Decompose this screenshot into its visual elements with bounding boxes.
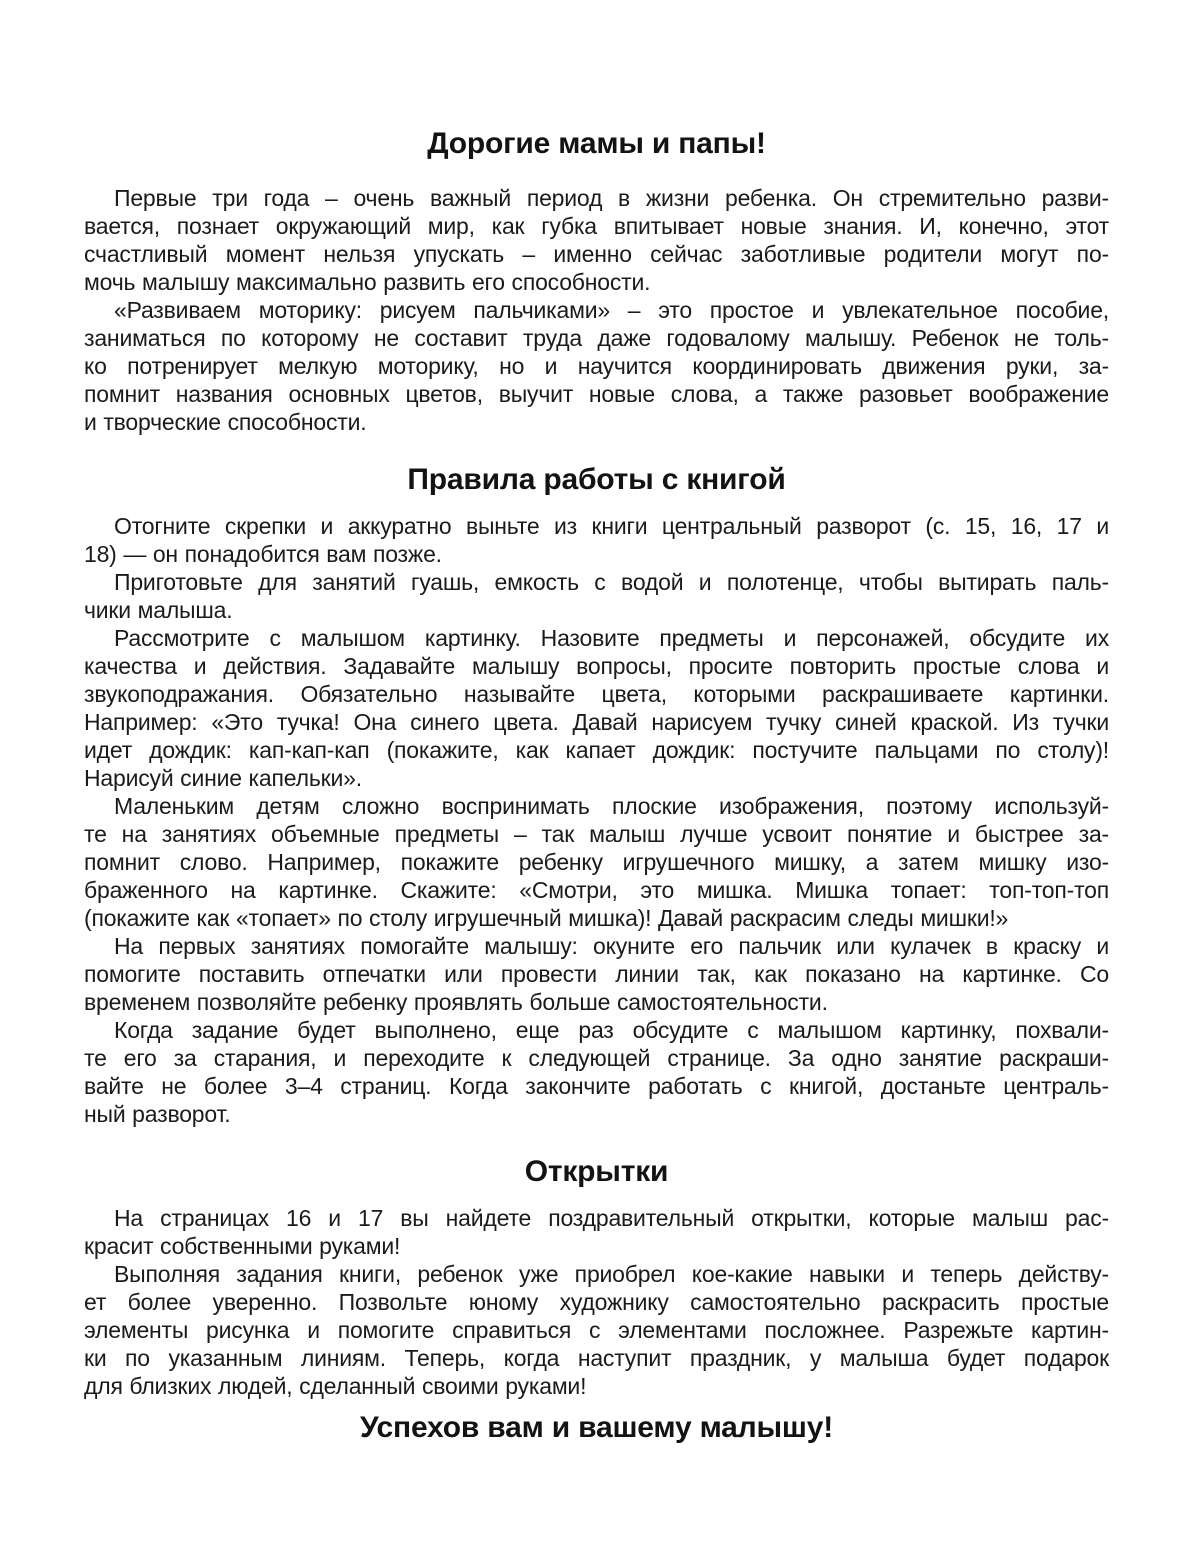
paragraph (84, 792, 1109, 932)
text-line: 18) — он понадобится вам позже. (84, 541, 442, 567)
text-line: Рассмотрите с малышом картинку. Назовите предметы и персонажей, обсудите их (114, 625, 1109, 651)
text-line: помогите поставить отпечатки или провести линии так, как показано на картинке. Со (84, 961, 1109, 987)
section-heading-postcards: Открытки (524, 1155, 669, 1188)
paragraph (84, 568, 1109, 624)
text-line: (покажите как «топает» по столу игрушечный мишка)! Давай раскрасим следы мишки!» (84, 905, 1009, 931)
text-line: мочь малышу максимально развить его способности. (84, 269, 651, 295)
text-line: те на занятиях объемные предметы – так малыш лучше усвоит понятие и быстрее за- (84, 821, 1109, 847)
text-line: помнит названия основных цветов, выучит новые слова, а также разовьет воображение (84, 381, 1109, 407)
text-line: те его за старания, и переходите к следующей странице. За одно занятие раскраши- (84, 1045, 1109, 1071)
text-line: вается, познает окружающий мир, как губка впитывает новые знания. И, конечно, этот (84, 213, 1109, 239)
text-line: для близких людей, сделанный своими руками! (84, 1373, 587, 1399)
text-line: красит собственными руками! (84, 1233, 401, 1259)
text-line: вайте не более 3–4 страниц. Когда закончите работать с книгой, достаньте централь- (84, 1073, 1109, 1099)
text-line: заниматься по которому не составит труда даже годовалому малышу. Ребенок не толь- (84, 325, 1109, 351)
text-line: браженного на картинке. Скажите: «Смотри, это мишка. Мишка топает: топ-топ-топ (84, 877, 1109, 903)
text-line: Выполняя задания книги, ребенок уже приобрел кое-какие навыки и теперь действу- (114, 1261, 1109, 1287)
text-line: ный разворот. (84, 1101, 231, 1127)
paragraph (84, 932, 1109, 1016)
text-line: Когда задание будет выполнено, еще раз обсудите с малышом картинку, похвали- (114, 1017, 1109, 1043)
text-line: Отогните скрепки и аккуратно выньте из книги центральный разворот (с. 15, 16, 17 и (114, 513, 1109, 539)
section-heading-rules: Правила работы с книгой (407, 463, 786, 496)
text-line: ки по указанным линиям. Теперь, когда наступит праздник, у малыша будет подарок (84, 1345, 1109, 1371)
paragraph (84, 512, 1109, 568)
text-line: чики малыша. (84, 597, 233, 623)
paragraph (84, 296, 1109, 436)
text-line: На страницах 16 и 17 вы найдете поздравительный открытки, которые малыш рас- (114, 1205, 1109, 1231)
text-line: На первых занятиях помогайте малышу: окуните его пальчик или кулачек в краску и (114, 933, 1109, 959)
section-rules (84, 512, 1109, 1128)
text-line: Нарисуй синие капельки». (84, 765, 362, 791)
paragraph (84, 1016, 1109, 1128)
text-line: Маленьким детям сложно воспринимать плоские изображения, поэтому используй- (114, 793, 1109, 819)
closing-heading: Успехов вам и вашему малышу! (359, 1411, 834, 1444)
section-intro (84, 184, 1109, 436)
text-line: Первые три года – очень важный период в жизни ребенка. Он стремительно разви- (114, 185, 1109, 211)
text-line: ко потренирует мелкую моторику, но и научится координировать движения руки, за- (84, 353, 1109, 379)
paragraph (84, 624, 1109, 792)
page-title: Дорогие мамы и папы! (427, 127, 766, 160)
text-line: ет более уверенно. Позвольте юному художнику самостоятельно раскрасить простые (84, 1289, 1109, 1315)
text-line: счастливый момент нельзя упускать – именно сейчас заботливые родители могут по- (84, 241, 1109, 267)
text-line: и творческие способности. (84, 409, 367, 435)
text-line: звукоподражания. Обязательно называйте цвета, которыми раскрашиваете картинки. (84, 681, 1109, 707)
text-line: помнит слово. Например, покажите ребенку игрушечного мишку, а затем мишку изо- (84, 849, 1109, 875)
text-line: элементы рисунка и помогите справиться с элементами посложнее. Разрежьте картин- (84, 1317, 1109, 1343)
paragraph (84, 1260, 1109, 1400)
paragraph (84, 1204, 1109, 1260)
text-line: «Развиваем моторику: рисуем пальчиками» – это простое и увлекательное пособие, (114, 297, 1109, 323)
text-line: Приготовьте для занятий гуашь, емкость с водой и полотенце, чтобы вытирать паль- (114, 569, 1109, 595)
section-postcards (84, 1204, 1109, 1400)
text-line: качества и действия. Задавайте малышу вопросы, просите повторить простые слова и (84, 653, 1109, 679)
paragraph (84, 184, 1109, 296)
text-line: Например: «Это тучка! Она синего цвета. Давай нарисуем тучку синей краской. Из тучки (84, 709, 1109, 735)
text-line: временем позволяйте ребенку проявлять больше самостоятельности. (84, 989, 828, 1015)
text-line: идет дождик: кап-кап-кап (покажите, как капает дождик: постучите пальцами по столу)! (84, 737, 1109, 763)
